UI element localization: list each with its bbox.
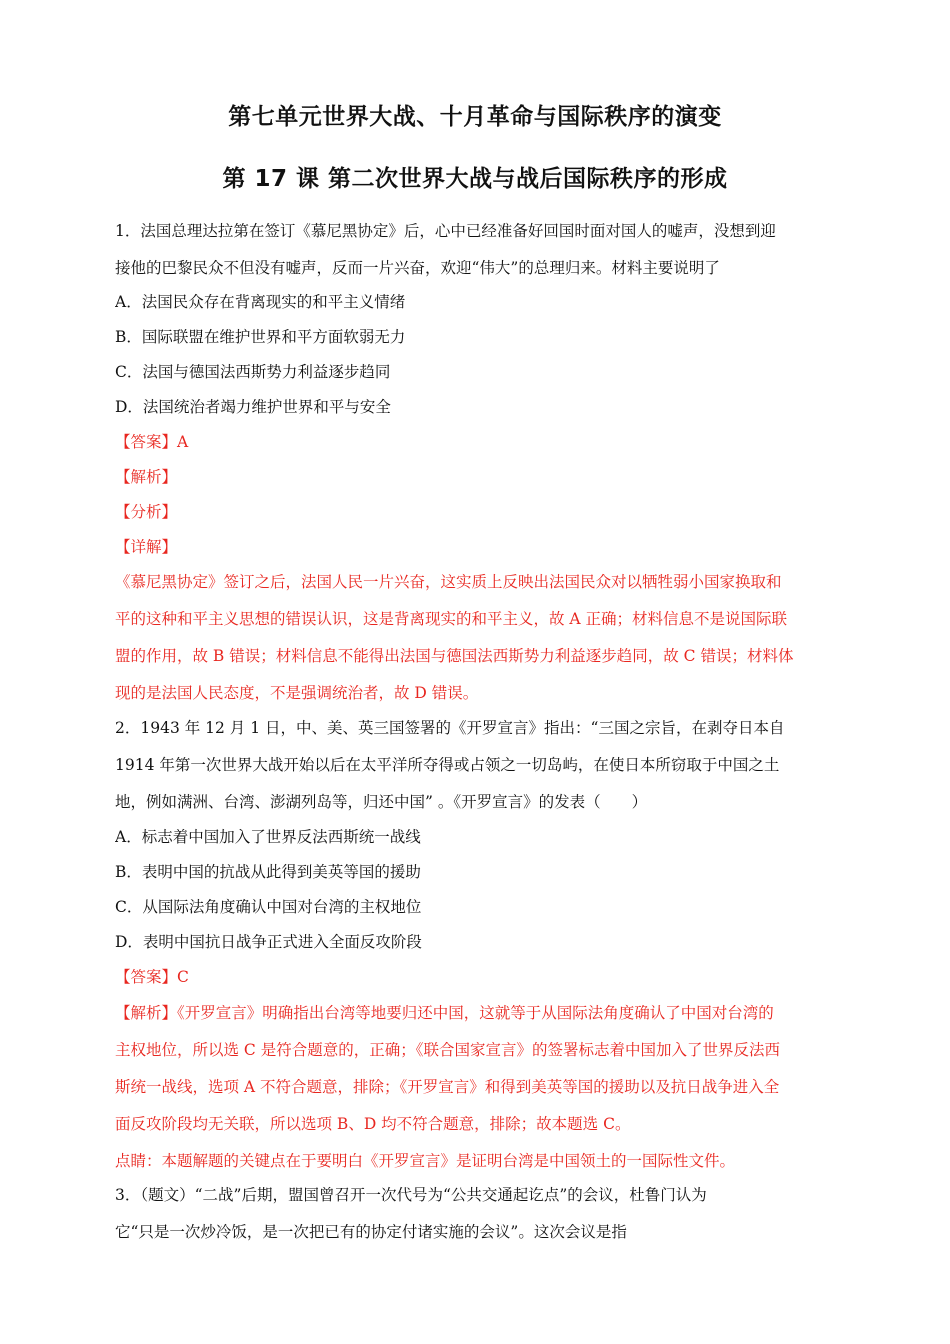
- q1-fenxi-label: 【分析】: [115, 503, 178, 521]
- q2-option-a: A．标志着中国加入了世界反法西斯统一战线: [115, 828, 421, 846]
- q1-answer: 【答案】A: [115, 433, 189, 451]
- q1-jiexi-label: 【解析】: [115, 468, 178, 486]
- unit-title: 第七单元世界大战、十月革命与国际秩序的演变: [228, 104, 722, 130]
- q2-answer: 【答案】C: [115, 968, 189, 986]
- q1-option-c: C．法国与德国法西斯势力利益逐步趋同: [115, 363, 391, 381]
- q1-xiangjie-label: 【详解】: [115, 538, 178, 556]
- q1-option-a: A．法国民众存在背离现实的和平主义情绪: [115, 293, 406, 311]
- q2-option-b: B．表明中国的抗战从此得到美英等国的援助: [115, 863, 421, 881]
- q2-option-d: D．表明中国抗日战争正式进入全面反攻阶段: [115, 933, 422, 951]
- q1-detail-line-3: 盟的作用，故 B 错误；材料信息不能得出法国与德国法西斯势力利益逐步趋同，故 C 错误；材料体: [115, 647, 794, 665]
- lesson-title: 第 17 课 第二次世界大战与战后国际秩序的形成: [222, 166, 728, 192]
- q2-option-c: C．从国际法角度确认中国对台湾的主权地位: [115, 898, 422, 916]
- q1-detail-line-2: 平的这种和平主义思想的错误认识，这是背离现实的和平主义，故 A 正确；材料信息不是说国际联: [115, 610, 788, 628]
- q2-stem-line-2: 1914 年第一次世界大战开始以后在太平洋所夺得或占领之一切岛屿，在使日本所窃取于中国之土: [115, 756, 780, 774]
- q2-analysis-line-1: 【解析】《开罗宣言》明确指出台湾等地要归还中国，这就等于从国际法角度确认了中国对台湾的: [115, 1004, 774, 1022]
- q1-detail-line-1: 《慕尼黑协定》签订之后，法国人民一片兴奋，这实质上反映出法国民众对以牺牲弱小国家换取和: [115, 573, 782, 591]
- q2-point: 点睛：本题解题的关键点在于要明白《开罗宣言》是证明台湾是中国领土的一国际性文件。: [115, 1152, 736, 1170]
- q1-detail-line-4: 现的是法国人民态度，不是强调统治者，故 D 错误。: [115, 684, 479, 702]
- q3-stem-line-2: 它“只是一次炒冷饭，是一次把已有的协定付诸实施的会议”。这次会议是指: [115, 1223, 627, 1241]
- q2-analysis-line-3: 斯统一战线，选项 A 不符合题意，排除；《开罗宣言》和得到美英等国的援助以及抗日战争进入全: [115, 1078, 780, 1096]
- q1-option-b: B．国际联盟在维护世界和平方面软弱无力: [115, 328, 406, 346]
- q1-stem-line-1: 1．法国总理达拉第在签订《慕尼黑协定》后，心中已经准备好回国时面对国人的嘘声，没想到迎: [115, 222, 776, 240]
- q3-stem-line-1: 3．（题文）“二战”后期，盟国曾召开一次代号为“公共交通起讫点”的会议，杜鲁门认为: [115, 1186, 707, 1204]
- q1-option-d: D．法国统治者竭力维护世界和平与安全: [115, 398, 391, 416]
- q1-stem-line-2: 接他的巴黎民众不但没有嘘声，反而一片兴奋，欢迎“伟大”的总理归来。材料主要说明了: [115, 259, 720, 277]
- q2-analysis-line-4: 面反攻阶段均无关联，所以选项 B、D 均不符合题意，排除；故本题选 C。: [115, 1115, 631, 1133]
- q2-analysis-line-2: 主权地位，所以选 C 是符合题意的，正确；《联合国家宣言》的签署标志着中国加入了世界反法西: [115, 1041, 780, 1059]
- q2-stem-line-1: 2．1943 年 12 月 1 日，中、美、英三国签署的《开罗宣言》指出：“三国之宗旨，在剥夺日本自: [115, 719, 785, 737]
- q2-stem-line-3: 地，例如满洲、台湾、澎湖列岛等，归还中国” 。《开罗宣言》的发表（ ）: [115, 793, 648, 811]
